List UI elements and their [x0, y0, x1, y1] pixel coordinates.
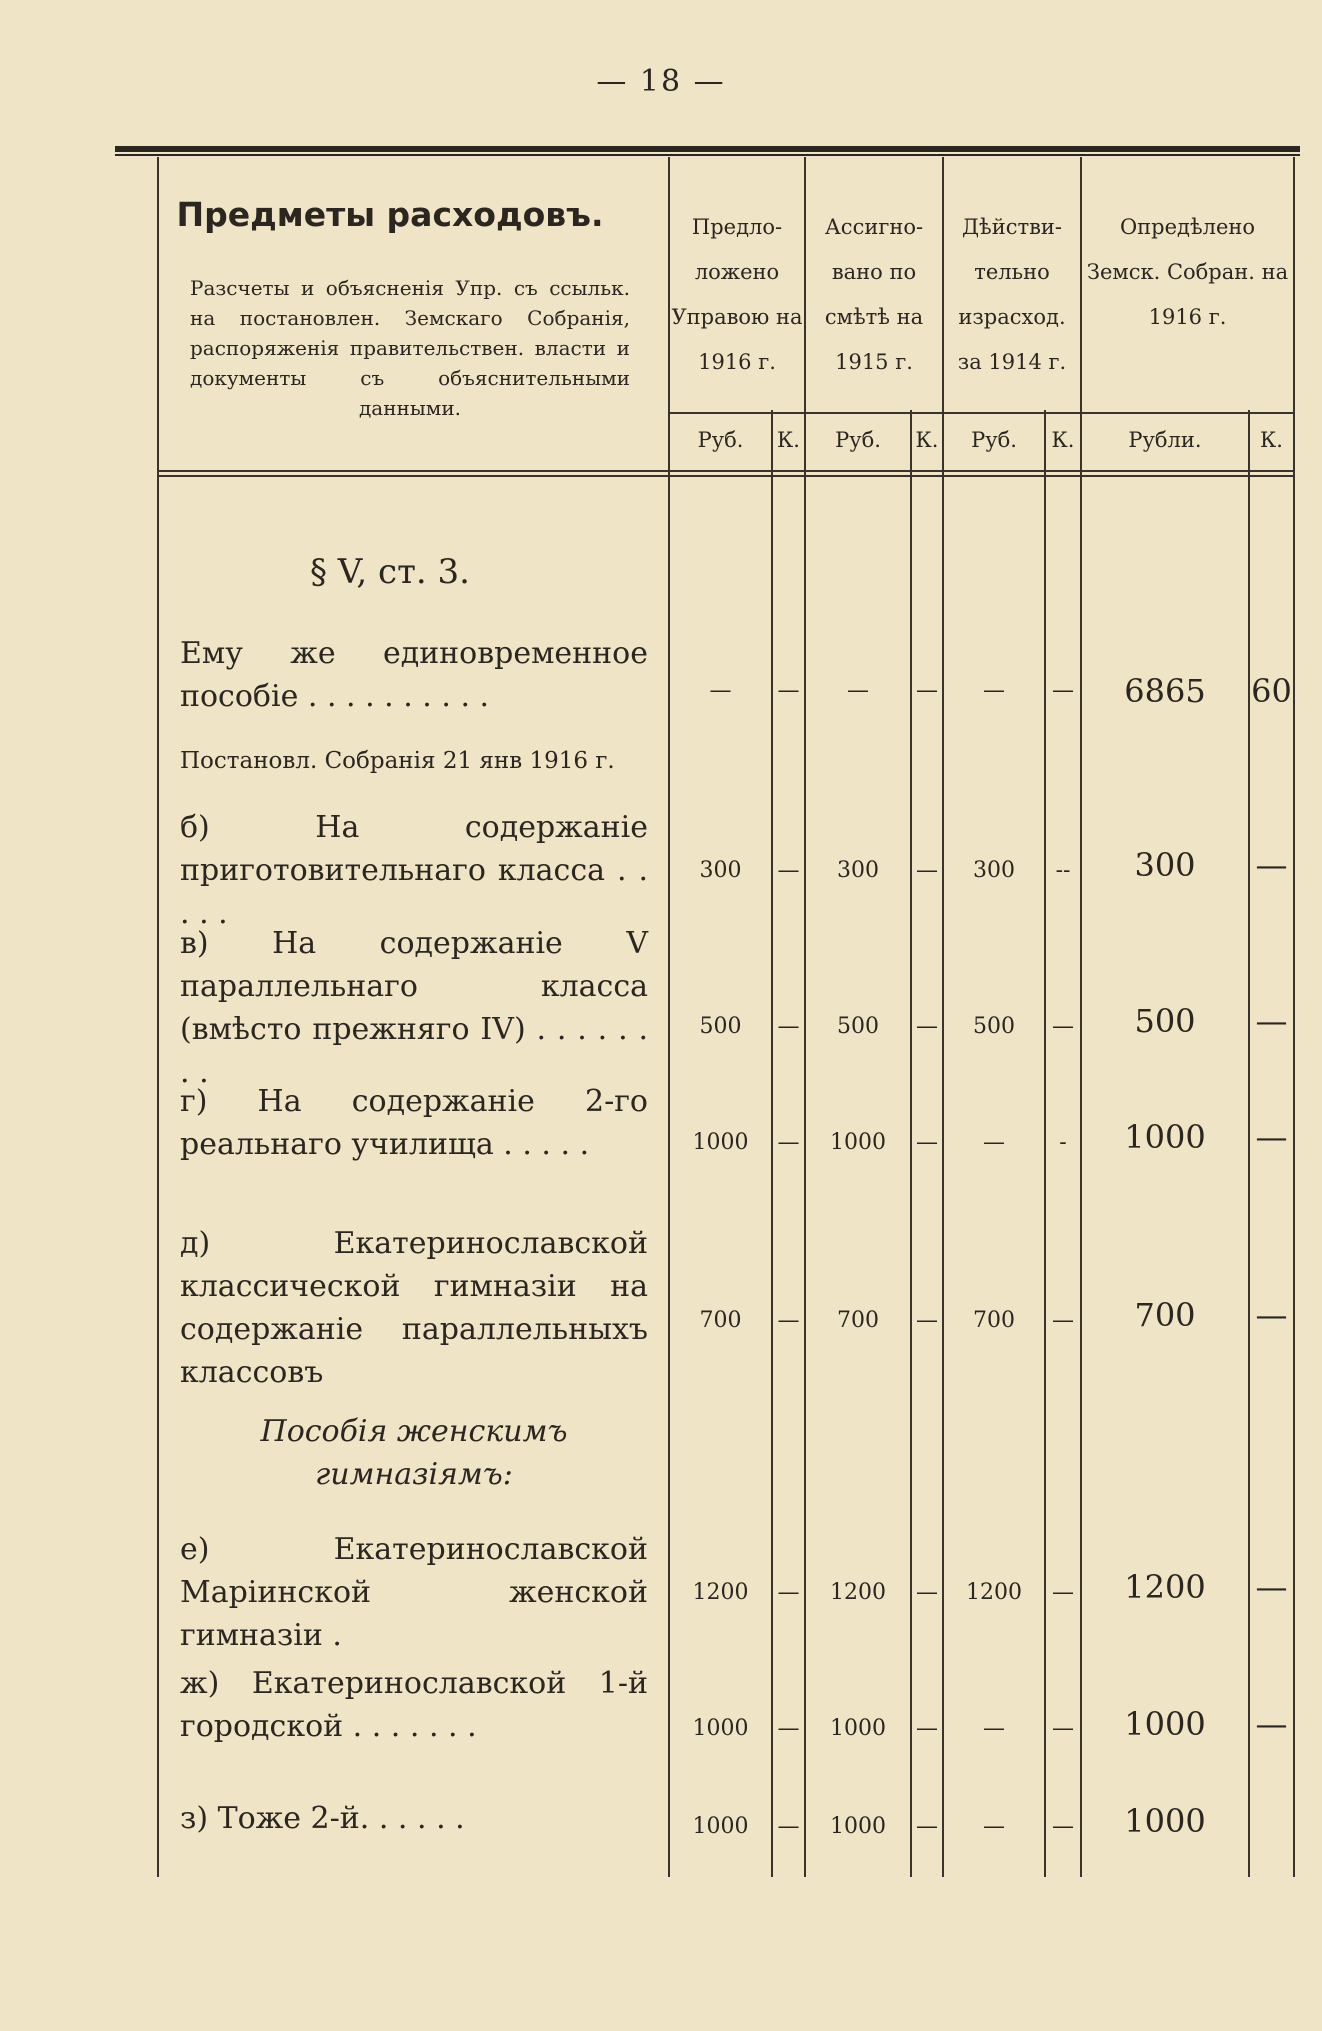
- value-proposed: 1000: [692, 1814, 749, 1839]
- value-determined: 500: [1134, 1002, 1196, 1040]
- value-assigned: —: [847, 678, 869, 703]
- row-text: з) Тоже 2-й. . . . . .: [180, 1801, 465, 1836]
- value-spent-kop: -: [1059, 1130, 1067, 1155]
- value-spent: —: [983, 1814, 1005, 1839]
- value-assigned: 700: [837, 1308, 879, 1333]
- value-spent-kop: —: [1052, 1014, 1074, 1039]
- value-proposed-kop: —: [777, 1308, 800, 1333]
- unit-kop: К.: [1260, 428, 1283, 452]
- value-proposed: 1200: [692, 1580, 749, 1605]
- value-spent-kop: —: [1052, 1308, 1074, 1333]
- value-assigned: 500: [837, 1014, 879, 1039]
- value-proposed: 300: [699, 858, 742, 883]
- table-description: Разсчеты и объясненія Упр. съ ссыльк. на постановлен. Земскаго Собранія, распоряженія правительствен. власти и документы съ объяснительными данными.: [190, 276, 630, 420]
- column-header-spent: Дѣйстви- тельно израсход. за 1914 г.: [957, 215, 1067, 374]
- value-proposed: —: [709, 678, 732, 703]
- value-proposed: 500: [699, 1014, 742, 1039]
- row-text: б) На содержаніе приготовительнаго класса . . . . .: [180, 810, 648, 931]
- unit-rub: Руб.: [835, 428, 881, 452]
- page-number: — 18 —: [596, 64, 726, 99]
- row-text: г) На содержаніе 2-го реальнаго училища . . . . .: [180, 1084, 648, 1162]
- value-proposed-kop: —: [777, 1814, 800, 1839]
- value-spent: —: [983, 678, 1005, 703]
- value-spent-kop: —: [1052, 1814, 1074, 1839]
- rule-left: [157, 157, 159, 1877]
- value-determined: 1200: [1124, 1568, 1206, 1606]
- value-proposed: 700: [699, 1308, 742, 1333]
- value-assigned-kop: —: [916, 1580, 938, 1605]
- rule-header-bottom2: [157, 475, 1293, 477]
- value-spent: 1200: [966, 1580, 1022, 1605]
- value-determined-kop: —: [1255, 1296, 1288, 1334]
- value-assigned-kop: —: [916, 1130, 938, 1155]
- value-spent-kop: —: [1052, 1716, 1074, 1741]
- value-proposed: 1000: [692, 1716, 749, 1741]
- value-proposed-kop: —: [777, 858, 800, 883]
- value-spent: 300: [973, 858, 1015, 883]
- value-determined-kop: —: [1255, 846, 1288, 884]
- unit-kop: К.: [1051, 428, 1075, 452]
- row-text: ж) Екатеринославской 1-й городской . . . . . . .: [180, 1666, 648, 1744]
- value-proposed-kop: —: [777, 1716, 800, 1741]
- section-heading: § V, ст. 3.: [310, 552, 470, 592]
- value-spent: 700: [973, 1308, 1015, 1333]
- row-text: е) Екатеринославской Маріинской женской гимназіи .: [180, 1532, 648, 1653]
- unit-rub: Руб.: [971, 428, 1017, 452]
- value-determined: 700: [1134, 1296, 1196, 1334]
- value-spent: —: [983, 1716, 1005, 1741]
- value-determined: 6865: [1124, 672, 1206, 710]
- table-title: Предметы расходовъ.: [176, 195, 604, 234]
- value-assigned-kop: —: [916, 1716, 938, 1741]
- rule-units-top: [668, 412, 1293, 414]
- column-header-assigned: Ассигно- вано по смѣтѣ на 1915 г.: [824, 215, 924, 374]
- value-determined-kop: —: [1255, 1568, 1288, 1606]
- value-assigned-kop: —: [916, 678, 938, 703]
- row-text: д) Екатеринославской классической гимназіи на содержаніе параллельныхъ классовъ: [180, 1226, 648, 1390]
- row-text: в) На содержаніе V параллельнаго класса (вмѣсто прежняго IV) . . . . . . . .: [180, 926, 648, 1090]
- value-spent: 500: [973, 1014, 1015, 1039]
- value-determined-kop: 60: [1251, 672, 1292, 710]
- value-determined: 1000: [1124, 1118, 1206, 1156]
- value-assigned-kop: —: [916, 858, 938, 883]
- column-header-determined: Опредѣлено Земск. Собран. на 1916 г.: [1086, 215, 1289, 329]
- value-proposed-kop: —: [777, 1130, 800, 1155]
- value-assigned-kop: —: [916, 1814, 938, 1839]
- value-proposed-kop: —: [777, 1014, 800, 1039]
- top-rule-thin: [115, 154, 1300, 156]
- unit-rub: Руб.: [697, 428, 744, 452]
- value-proposed: 1000: [692, 1130, 749, 1155]
- value-determined-kop: —: [1255, 1705, 1288, 1743]
- unit-rub: Рубли.: [1128, 428, 1202, 452]
- column-header-proposed: Предло- ложено Управою на 1916 г.: [671, 215, 803, 374]
- value-assigned-kop: —: [916, 1308, 938, 1333]
- value-determined: 1000: [1124, 1802, 1206, 1840]
- value-spent-kop: --: [1055, 858, 1071, 883]
- subheading: Пособія женскимъ гимназіямъ:: [260, 1414, 568, 1492]
- rule-header-bottom: [157, 470, 1293, 472]
- value-determined-kop: —: [1255, 1002, 1288, 1040]
- unit-kop: К.: [777, 428, 800, 452]
- value-spent-kop: —: [1052, 1580, 1074, 1605]
- unit-kop: К.: [915, 428, 939, 452]
- rule-right: [1293, 157, 1295, 1877]
- value-assigned: 1200: [830, 1580, 886, 1605]
- value-assigned: 300: [837, 858, 879, 883]
- value-determined: 300: [1134, 846, 1196, 884]
- value-proposed-kop: —: [777, 1580, 800, 1605]
- value-assigned: 1000: [830, 1716, 886, 1741]
- row-text: Ему же единовременное пособіе . . . . . . . . . .: [180, 636, 648, 714]
- value-determined-kop: —: [1255, 1118, 1288, 1156]
- value-assigned-kop: —: [916, 1014, 938, 1039]
- value-spent: —: [983, 1130, 1005, 1155]
- value-assigned: 1000: [830, 1814, 886, 1839]
- value-determined: 1000: [1124, 1705, 1206, 1743]
- value-proposed-kop: —: [777, 678, 800, 703]
- resolution-note: Постановл. Собранія 21 янв 1916 г.: [180, 748, 615, 774]
- value-spent-kop: —: [1052, 678, 1074, 703]
- value-assigned: 1000: [830, 1130, 886, 1155]
- top-rule: [115, 146, 1300, 152]
